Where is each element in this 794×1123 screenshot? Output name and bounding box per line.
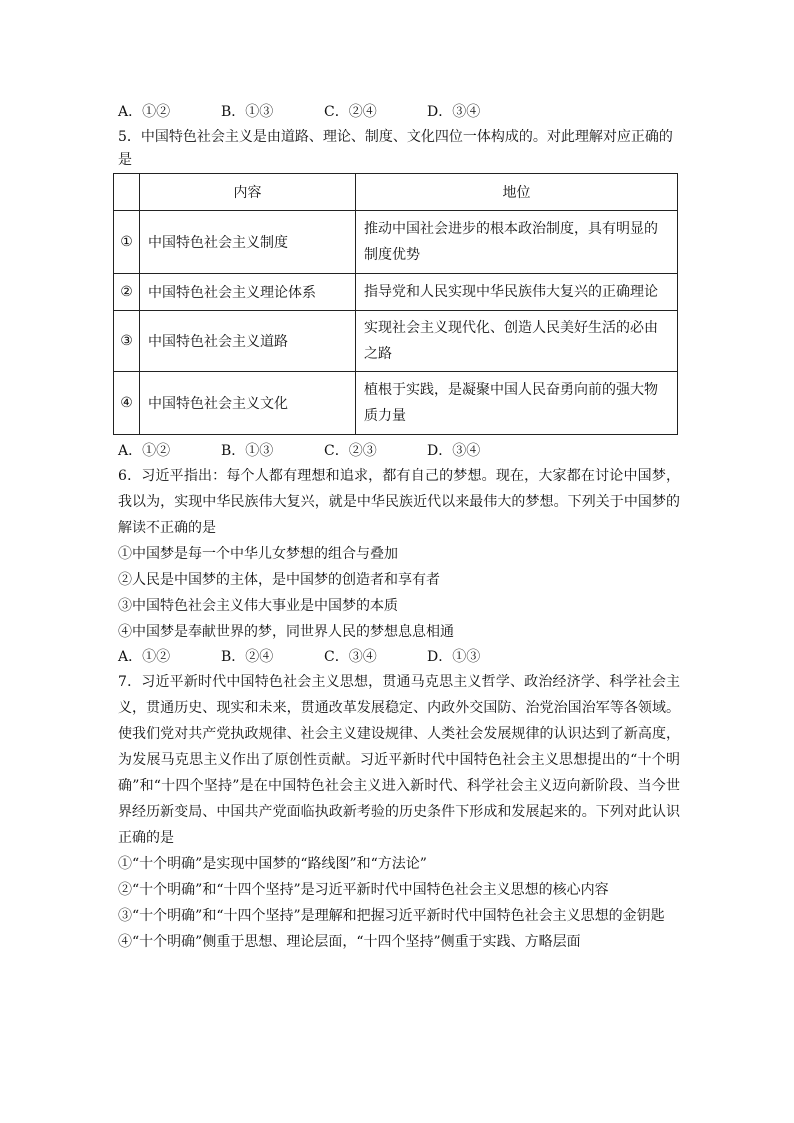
row-num: ④ (114, 372, 140, 435)
table-row (114, 311, 678, 372)
row-status: 指导党和人民实现中华民族伟大复兴的正确理论 (356, 274, 678, 311)
row-status: 推动中国社会进步的根本政治制度，具有明显的制度优势 (356, 211, 678, 274)
q5-stem-line1: 5．中国特色社会主义是由道路、理论、制度、文化四位一体构成的。对此理解对应正确的 (118, 129, 673, 145)
q4-option-d[interactable]: D．③④ (427, 104, 481, 120)
row-content: 中国特色社会主义制度 (140, 211, 356, 274)
row-status: 实现社会主义现代化、创造人民美好生活的必由之路 (356, 311, 678, 372)
q6-item-4: ④中国梦是奉献世界的梦，同世界人民的梦想息息相通 (118, 624, 454, 640)
q7-item-4: ④“十个明确”侧重于思想、理论层面，“十四个坚持”侧重于实践、方略层面 (118, 934, 581, 950)
q6-option-c[interactable]: C．③④ (324, 649, 377, 665)
q5-option-c[interactable]: C．②③ (324, 443, 377, 459)
row-content: 中国特色社会主义道路 (140, 311, 356, 372)
q5-header-num (114, 174, 140, 211)
q5-option-a[interactable]: A．①② (118, 443, 171, 459)
row-status: 植根于实践，是凝聚中国人民奋勇向前的强大物质力量 (356, 372, 678, 435)
q6-item-3: ③中国特色社会主义伟大事业是中国梦的本质 (118, 598, 398, 614)
q6-stem: 6．习近平指出：每个人都有理想和追求，都有自己的梦想。现在，大家都在讨论中国梦，我以为，实现中华民族伟大复兴，就是中华民族近代以来最伟大的梦想。下列关于中国梦的解读不正确的是 (118, 468, 680, 536)
row-num: ③ (114, 311, 140, 372)
q7-item-2: ②“十个明确”和“十四个坚持”是习近平新时代中国特色社会主义思想的核心内容 (118, 882, 609, 898)
q5-option-b[interactable]: B．①③ (221, 443, 274, 459)
q5-header-content: 内容 (140, 174, 356, 211)
q6-item-2: ②人民是中国梦的主体，是中国梦的创造者和享有者 (118, 572, 440, 588)
row-content: 中国特色社会主义文化 (140, 372, 356, 435)
q5-table-header (114, 174, 678, 211)
q4-option-c[interactable]: C．②④ (324, 104, 377, 120)
q6-option-b[interactable]: B．②④ (221, 649, 274, 665)
q7-item-1: ①“十个明确”是实现中国梦的“路线图”和“方法论” (118, 856, 427, 872)
q5-option-d[interactable]: D．③④ (427, 443, 481, 459)
exam-page (118, 100, 680, 955)
row-num: ① (114, 211, 140, 274)
q6-item-1: ①中国梦是每一个中华儿女梦想的组合与叠加 (118, 546, 398, 562)
table-row (114, 372, 678, 435)
q6-options (118, 645, 680, 669)
q5-table (113, 173, 678, 435)
q5-options (118, 439, 680, 463)
q5-header-status: 地位 (356, 174, 678, 211)
q4-options (118, 100, 680, 124)
q6-option-d[interactable]: D．①③ (427, 649, 481, 665)
table-row (114, 211, 678, 274)
row-num: ② (114, 274, 140, 311)
table-row (114, 274, 678, 311)
q7-item-3: ③“十个明确”和“十四个坚持”是理解和把握习近平新时代中国特色社会主义思想的金钥匙 (118, 908, 665, 924)
row-content: 中国特色社会主义理论体系 (140, 274, 356, 311)
q7-stem: 7．习近平新时代中国特色社会主义思想，贯通马克思主义哲学、政治经济学、科学社会主义，贯通历史、现实和未来，贯通改革发展稳定、内政外交国防、治党治国治军等各领域。使我们党对共产党执政规律、社会主义建设规律、人类社会发展规律的认识达到了新高度，为发展马克思主义作出了原创性贡献。习近平新时代中国特色社会主义思想提出的“十个明确”和“十四个坚持”是在中国特色社会主义进入新时代、科学社会主义迈向新阶段、当今世界经历新变局、中国共产党面临执政新考验的历史条件下形成和发展起来的。下列对此认识正确的是 (118, 674, 680, 846)
q4-option-a[interactable]: A．①② (118, 104, 171, 120)
q5-stem-line2: 是 (118, 152, 132, 168)
q6-option-a[interactable]: A．①② (118, 649, 171, 665)
q4-option-b[interactable]: B．①③ (221, 104, 274, 120)
